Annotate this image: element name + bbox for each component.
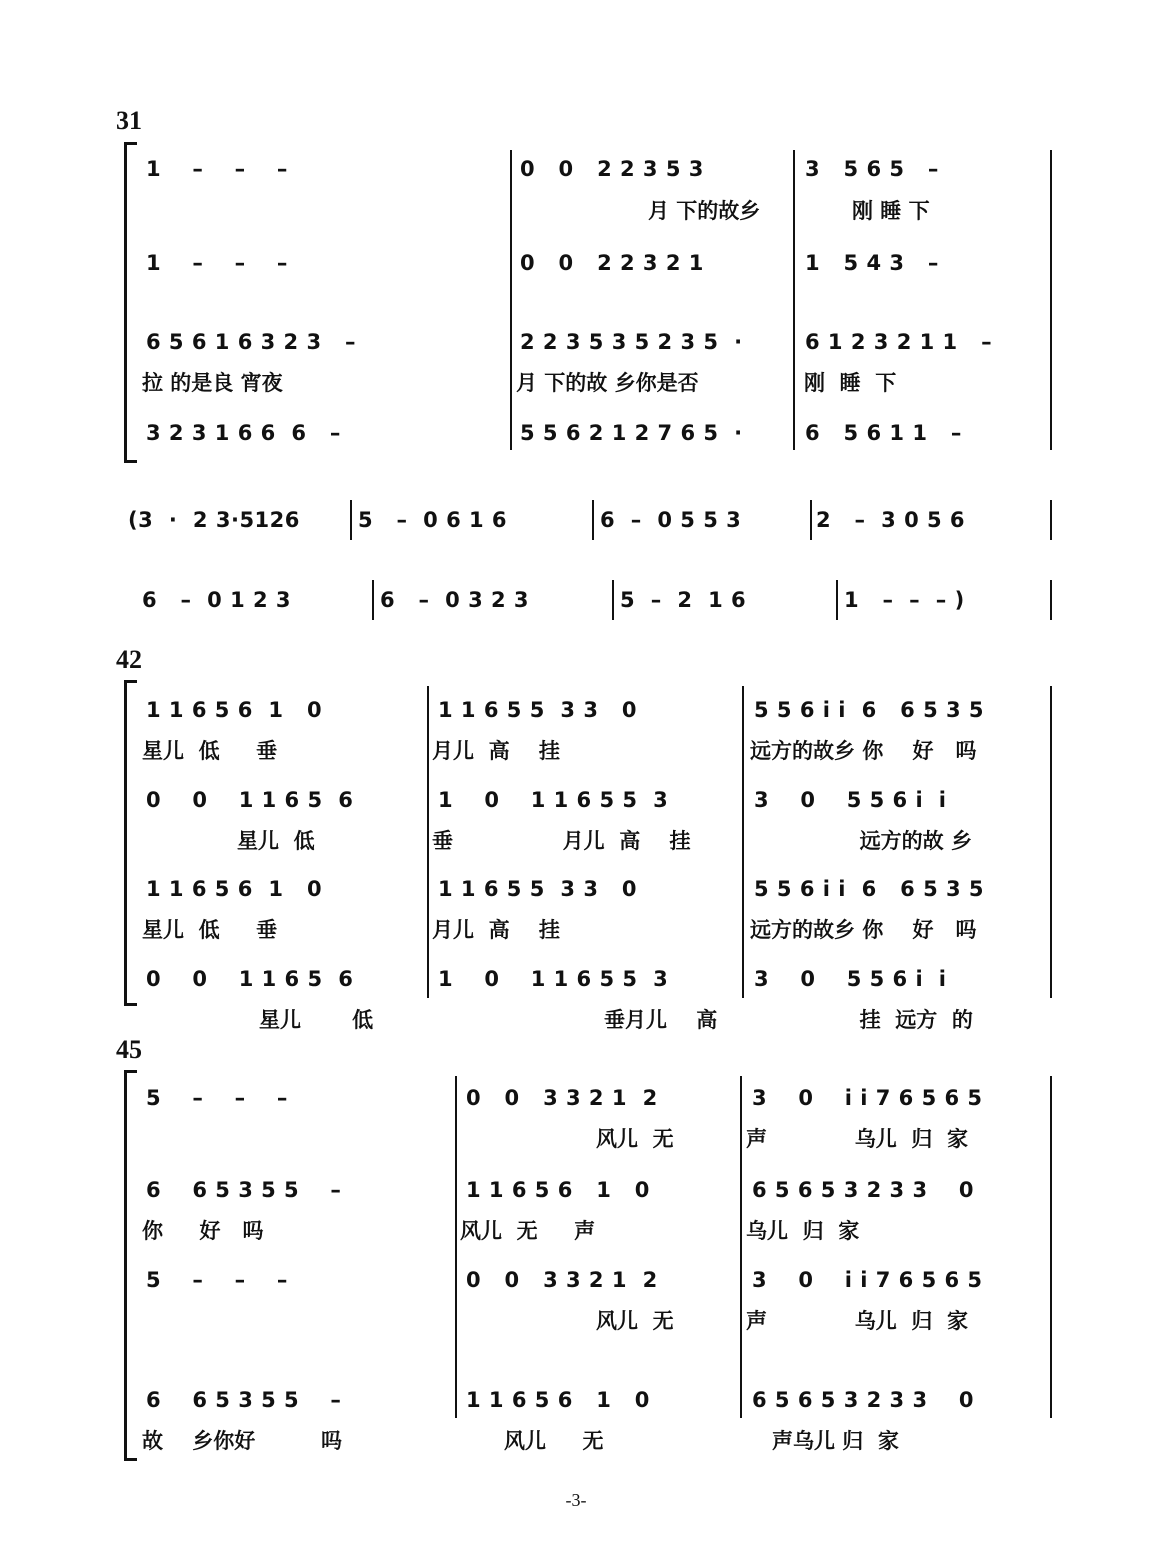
note-measure: 2 2 3 5 3 5 2 3 5 · (520, 330, 743, 354)
note-measure: 6 5 6 1 1 – (805, 421, 962, 445)
note-measure: 1 – – – (146, 251, 288, 275)
lyric-text: 远方的故 乡 (750, 829, 972, 853)
barline (612, 580, 614, 620)
lyric-text: 垂月儿 高 (604, 1008, 718, 1032)
lyric-text: 拉 的是良 宵夜 (142, 371, 283, 395)
barline (372, 580, 374, 620)
lyric-text: 挂 远方 的 (750, 1008, 973, 1032)
note-measure: 0 0 1 1 6 5 6 (146, 967, 354, 991)
note-measure: 3 0 i i 7 6 5 6 5 (752, 1086, 983, 1110)
barline (510, 150, 512, 450)
note-measure: 1 0 1 1 6 5 5 3 (438, 967, 669, 991)
system-bracket (124, 1070, 137, 1461)
note-measure: 5 5 6 i i 6 6 5 3 5 (754, 877, 985, 901)
note-measure: 6 – 0 3 2 3 (380, 588, 530, 612)
lyric-text: 乌儿 归 家 (746, 1219, 860, 1243)
barline (592, 500, 594, 540)
note-measure: 3 0 5 5 6 i i (754, 967, 947, 991)
lyric-text: 声乌儿 归 家 (772, 1429, 899, 1453)
lyric-text: 月儿 高 挂 (432, 739, 560, 763)
note-measure: 0 0 3 3 2 1 2 (466, 1086, 658, 1110)
note-measure: 5 – – – (146, 1268, 288, 1292)
barline (740, 1076, 742, 1418)
note-measure: (3 · 2 3·5126 (128, 508, 300, 532)
note-measure: 5 – 2 1 6 (620, 588, 747, 612)
lyric-text: 你 好 吗 (142, 1219, 264, 1243)
lyric-text: 垂 月儿 高 挂 (432, 829, 691, 853)
lyric-text: 风儿 无 (596, 1309, 674, 1333)
measure-number-42: 42 (116, 645, 142, 674)
lyric-text: 声 乌儿 归 家 (746, 1309, 968, 1333)
barline (455, 1076, 457, 1418)
lyric-text: 声 乌儿 归 家 (746, 1127, 968, 1151)
barline (350, 500, 352, 540)
note-measure: 1 – – – (146, 157, 288, 181)
barline (1050, 580, 1052, 620)
note-measure: 0 0 1 1 6 5 6 (146, 788, 354, 812)
barline (836, 580, 838, 620)
system-bracket (124, 680, 137, 1006)
note-measure: 1 1 6 5 6 1 0 (466, 1388, 650, 1412)
measure-number-31: 31 (116, 106, 142, 135)
note-measure: 3 0 5 5 6 i i (754, 788, 947, 812)
note-measure: 1 1 6 5 6 1 0 (466, 1178, 650, 1202)
note-measure: 6 5 6 5 3 2 3 3 0 (752, 1388, 974, 1412)
note-measure: 1 – – – ) (844, 588, 965, 612)
lyric-text: 月 下的故 乡你是否 (516, 371, 699, 395)
note-measure: 3 5 6 5 – (805, 157, 939, 181)
note-measure: 6 – 0 1 2 3 (142, 588, 292, 612)
note-measure: 1 0 1 1 6 5 5 3 (438, 788, 669, 812)
note-measure: 1 1 6 5 6 1 0 (146, 877, 323, 901)
lyric-text: 星儿 低 (142, 829, 315, 853)
note-measure: 0 0 2 2 3 2 1 (520, 251, 704, 275)
lyric-text: 月儿 高 挂 (432, 918, 560, 942)
lyric-text: 星儿 低 (142, 1008, 374, 1032)
barline (793, 150, 795, 450)
lyric-text: 风儿 无 声 (460, 1219, 596, 1243)
page-number: -3- (565, 1490, 587, 1510)
note-measure: 0 0 2 2 3 5 3 (520, 157, 704, 181)
note-measure: 6 6 5 3 5 5 – (146, 1388, 342, 1412)
barline (1050, 686, 1052, 998)
lyric-text: 风儿 无 (504, 1429, 604, 1453)
note-measure: 5 5 6 2 1 2 7 6 5 · (520, 421, 743, 445)
measure-number-45: 45 (116, 1035, 142, 1064)
lyric-text: 风儿 无 (596, 1127, 674, 1151)
barline (1050, 500, 1052, 540)
lyric-text: 月 下的故乡 (648, 199, 761, 223)
note-measure: 3 0 i i 7 6 5 6 5 (752, 1268, 983, 1292)
lyric-text: 星儿 低 垂 (142, 739, 278, 763)
barline (1050, 1076, 1052, 1418)
system-bracket (124, 142, 137, 463)
note-measure: 6 – 0 5 5 3 (600, 508, 742, 532)
barline (742, 686, 744, 998)
note-measure: 6 6 5 3 5 5 – (146, 1178, 342, 1202)
lyric-text: 远方的故乡 你 好 吗 (750, 739, 977, 763)
lyric-text: 故 乡你好 吗 (142, 1429, 343, 1453)
note-measure: 5 5 6 i i 6 6 5 3 5 (754, 698, 985, 722)
note-measure: 1 5 4 3 – (805, 251, 939, 275)
note-measure: 1 1 6 5 6 1 0 (146, 698, 323, 722)
note-measure: 1 1 6 5 5 3 3 0 (438, 877, 638, 901)
lyric-text: 星儿 低 垂 (142, 918, 278, 942)
lyric-text: 刚 睡 下 (804, 371, 897, 395)
note-measure: 6 5 6 5 3 2 3 3 0 (752, 1178, 974, 1202)
note-measure: 2 – 3 0 5 6 (816, 508, 966, 532)
note-measure: 5 – 0 6 1 6 (358, 508, 508, 532)
note-measure: 1 1 6 5 5 3 3 0 (438, 698, 638, 722)
barline (427, 686, 429, 998)
barline (810, 500, 812, 540)
note-measure: 6 5 6 1 6 3 2 3 – (146, 330, 357, 354)
note-measure: 6 1 2 3 2 1 1 – (805, 330, 993, 354)
barline (1050, 150, 1052, 450)
lyric-text: 刚 睡 下 (852, 199, 930, 223)
note-measure: 3 2 3 1 6 6 6 – (146, 421, 341, 445)
lyric-text: 远方的故乡 你 好 吗 (750, 918, 977, 942)
note-measure: 0 0 3 3 2 1 2 (466, 1268, 658, 1292)
note-measure: 5 – – – (146, 1086, 288, 1110)
